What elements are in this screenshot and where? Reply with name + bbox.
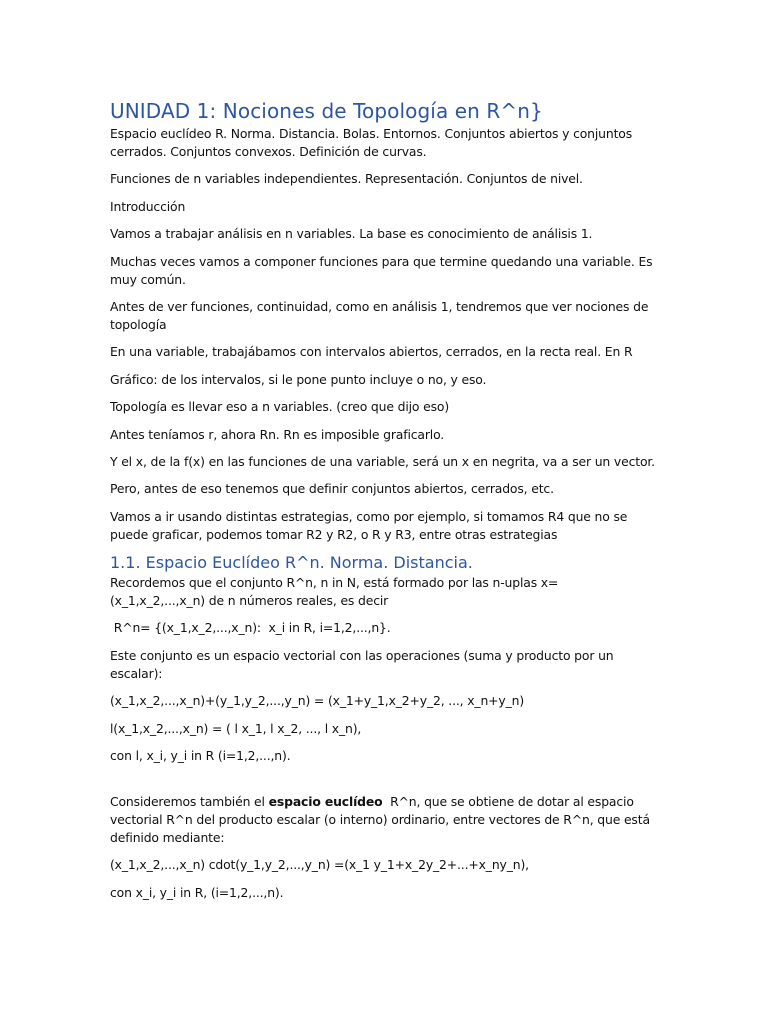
euclid-text-before: Consideremos también el xyxy=(110,794,269,810)
paragraph-rn: Antes teníamos r, ahora Rn. Rn es imposible graficarlo. xyxy=(110,426,445,442)
paragraph-analysis-base: Vamos a trabajar análisis en n variables. La base es conocimiento de análisis 1. xyxy=(110,226,593,242)
euclid-text-after: R^n, que se obtiene de dotar al espacio vectorial R^n del producto escalar (o interno) ordinario, entre vectores de R^n, que está definido mediante: xyxy=(110,794,654,846)
paragraph-open-closed: Pero, antes de eso tenemos que definir conjuntos abiertos, cerrados, etc. xyxy=(110,481,554,497)
paragraph-topology-n: Topología es llevar eso a n variables. (creo que dijo eso) xyxy=(110,399,450,415)
paragraph-compose-functions: Muchas veces vamos a componer funciones para que termine quedando una variable. Es muy común. xyxy=(110,253,653,287)
paragraph-topology-notions: Antes de ver funciones, continuidad, como en análisis 1, tendremos que ver nociones de topología xyxy=(110,298,649,332)
page-title: UNIDAD 1: Nociones de Topología en R^n} xyxy=(110,99,543,123)
paragraph-dot-product: (x_1,x_2,...,x_n) cdot(y_1,y_2,...,y_n) =(x_1 y_1+x_2y_2+...+x_ny_n), xyxy=(110,857,529,873)
paragraph-rn-set: R^n= {(x_1,x_2,...,x_n): x_i in R, i=1,2,...,n}. xyxy=(110,620,391,636)
document-content xyxy=(110,98,655,911)
euclid-bold-term: espacio euclídeo xyxy=(268,794,383,810)
paragraph-vector-space: Este conjunto es un espacio vectorial con las operaciones (suma y producto por un escalar): xyxy=(110,647,614,681)
paragraph-functions: Funciones de n variables independientes. Representación. Conjuntos de nivel. xyxy=(110,171,583,187)
paragraph-rn-definition: Recordemos que el conjunto R^n, n in N, está formado por las n-uplas x= (x_1,x_2,...,x_n) de n números reales, es decir xyxy=(110,575,559,609)
paragraph-scalars-domain: con l, x_i, y_i in R (i=1,2,...,n). xyxy=(110,748,291,764)
paragraph-scalar-formula: l(x_1,x_2,...,x_n) = ( l x_1, l x_2, ..., l x_n), xyxy=(110,720,362,736)
paragraph-vector: Y el x, de la f(x) en las funciones de una variable, será un x en negrita, va a ser un vector. xyxy=(110,453,655,469)
paragraph-one-variable: En una variable, trabajábamos con intervalos abiertos, cerrados, en la recta real. En R xyxy=(110,344,633,360)
paragraph-euclidean-space xyxy=(110,793,655,847)
paragraph-sum-formula: (x_1,x_2,...,x_n)+(y_1,y_2,...,y_n) = (x_1+y_1,x_2+y_2, ..., x_n+y_n) xyxy=(110,693,525,709)
paragraph-topics: Espacio euclídeo R. Norma. Distancia. Bolas. Entornos. Conjuntos abiertos y conjuntos cerrados. Conjuntos convexos. Definición de curvas. xyxy=(110,126,633,159)
paragraph-graphic: Gráfico: de los intervalos, si le pone punto incluye o no, y eso. xyxy=(110,371,487,387)
paragraph-introduccion: Introducción xyxy=(110,198,186,214)
paragraph-strategies: Vamos a ir usando distintas estrategias, como por ejemplo, si tomamos R4 que no se puede graficar, podemos tomar R2 y R2, o R y R3, entre otras estrategias xyxy=(110,508,628,542)
paragraph-dot-domain: con x_i, y_i in R, (i=1,2,...,n). xyxy=(110,884,284,900)
section-title: 1.1. Espacio Euclídeo R^n. Norma. Distancia. xyxy=(110,553,473,573)
